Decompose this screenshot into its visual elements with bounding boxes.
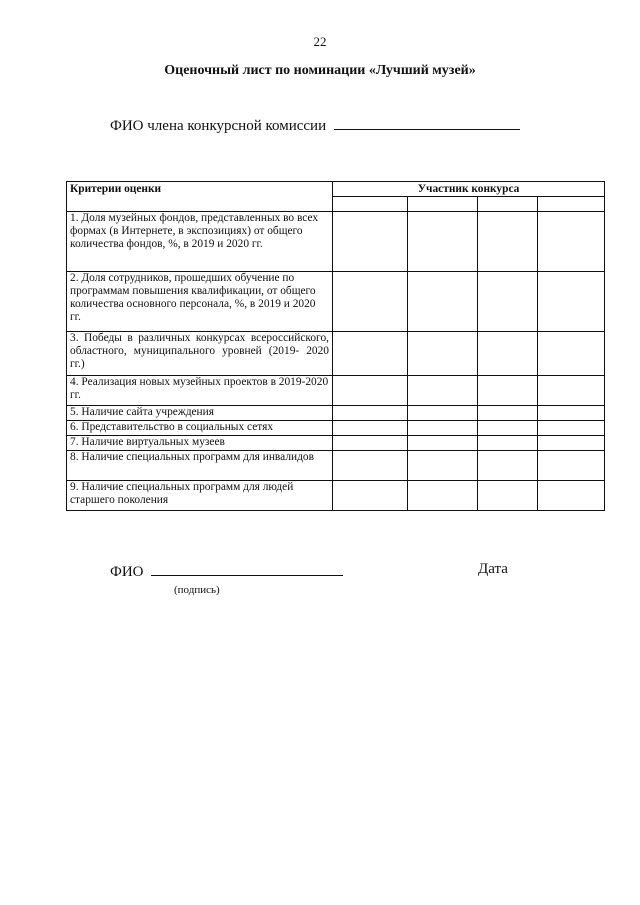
criterion-9: 9. Наличие специальных программ для людей старшего поколения (67, 481, 333, 511)
score-cell[interactable] (408, 451, 478, 481)
score-cell[interactable] (333, 272, 408, 332)
signature-blank[interactable] (151, 561, 343, 576)
score-cell[interactable] (333, 406, 408, 421)
score-cell[interactable] (538, 332, 605, 376)
criteria-header: Критерии оценки (67, 182, 333, 212)
score-cell[interactable] (538, 272, 605, 332)
signature-caption: (подпись) (174, 584, 220, 596)
score-cell[interactable] (333, 421, 408, 436)
score-cell[interactable] (478, 421, 538, 436)
score-cell[interactable] (538, 376, 605, 406)
commission-member-label: ФИО члена конкурсной комиссии (110, 118, 327, 134)
score-cell[interactable] (333, 332, 408, 376)
score-cell[interactable] (538, 212, 605, 272)
score-cell[interactable] (333, 212, 408, 272)
criterion-5: 5. Наличие сайта учреждения (67, 406, 333, 421)
score-cell[interactable] (408, 332, 478, 376)
score-cell[interactable] (478, 212, 538, 272)
participant-header: Участник конкурса (333, 182, 605, 197)
criterion-6: 6. Представительство в социальных сетях (67, 421, 333, 436)
signature-fio-label: ФИО (110, 564, 144, 580)
score-cell[interactable] (408, 406, 478, 421)
score-cell[interactable] (478, 406, 538, 421)
criterion-4: 4. Реализация новых музейных проектов в 2019-2020 гг. (67, 376, 333, 406)
commission-member-blank[interactable] (334, 115, 520, 130)
score-cell[interactable] (478, 436, 538, 451)
score-cell[interactable] (538, 436, 605, 451)
participant-cell[interactable] (333, 197, 408, 212)
score-cell[interactable] (408, 272, 478, 332)
score-cell[interactable] (478, 451, 538, 481)
criterion-2: 2. Доля сотрудников, прошедших обучение по программам повышения квалификации, от общего количества основного персонала, %, в 2019 и 2020 гг. (67, 272, 333, 332)
score-cell[interactable] (478, 332, 538, 376)
score-cell[interactable] (408, 436, 478, 451)
score-cell[interactable] (408, 421, 478, 436)
criterion-1: 1. Доля музейных фондов, представленных во всех формах (в Интернете, в экспозициях) от общего количества фондов, %, в 2019 и 2020 гг. (67, 212, 333, 272)
criterion-3: 3. Победы в различных конкурсах всероссийского, областного, муниципального уровней (2019- 2020 гг.) (67, 332, 333, 376)
evaluation-table (66, 181, 605, 511)
participant-cell[interactable] (538, 197, 605, 212)
page-number: 22 (313, 34, 327, 49)
score-cell[interactable] (333, 376, 408, 406)
score-cell[interactable] (408, 376, 478, 406)
participant-cell[interactable] (478, 197, 538, 212)
score-cell[interactable] (478, 272, 538, 332)
signature-line (110, 561, 343, 581)
criterion-7: 7. Наличие виртуальных музеев (67, 436, 333, 451)
date-label: Дата (478, 561, 508, 577)
score-cell[interactable] (478, 481, 538, 511)
document-title: Оценочный лист по номинации «Лучший музей» (164, 63, 476, 78)
score-cell[interactable] (333, 451, 408, 481)
participant-cell[interactable] (408, 197, 478, 212)
score-cell[interactable] (538, 481, 605, 511)
score-cell[interactable] (333, 436, 408, 451)
score-cell[interactable] (478, 376, 538, 406)
score-cell[interactable] (408, 481, 478, 511)
score-cell[interactable] (538, 421, 605, 436)
score-cell[interactable] (408, 212, 478, 272)
score-cell[interactable] (538, 451, 605, 481)
criterion-8: 8. Наличие специальных программ для инвалидов (67, 451, 333, 481)
score-cell[interactable] (333, 481, 408, 511)
commission-member-line (110, 115, 520, 135)
score-cell[interactable] (538, 406, 605, 421)
